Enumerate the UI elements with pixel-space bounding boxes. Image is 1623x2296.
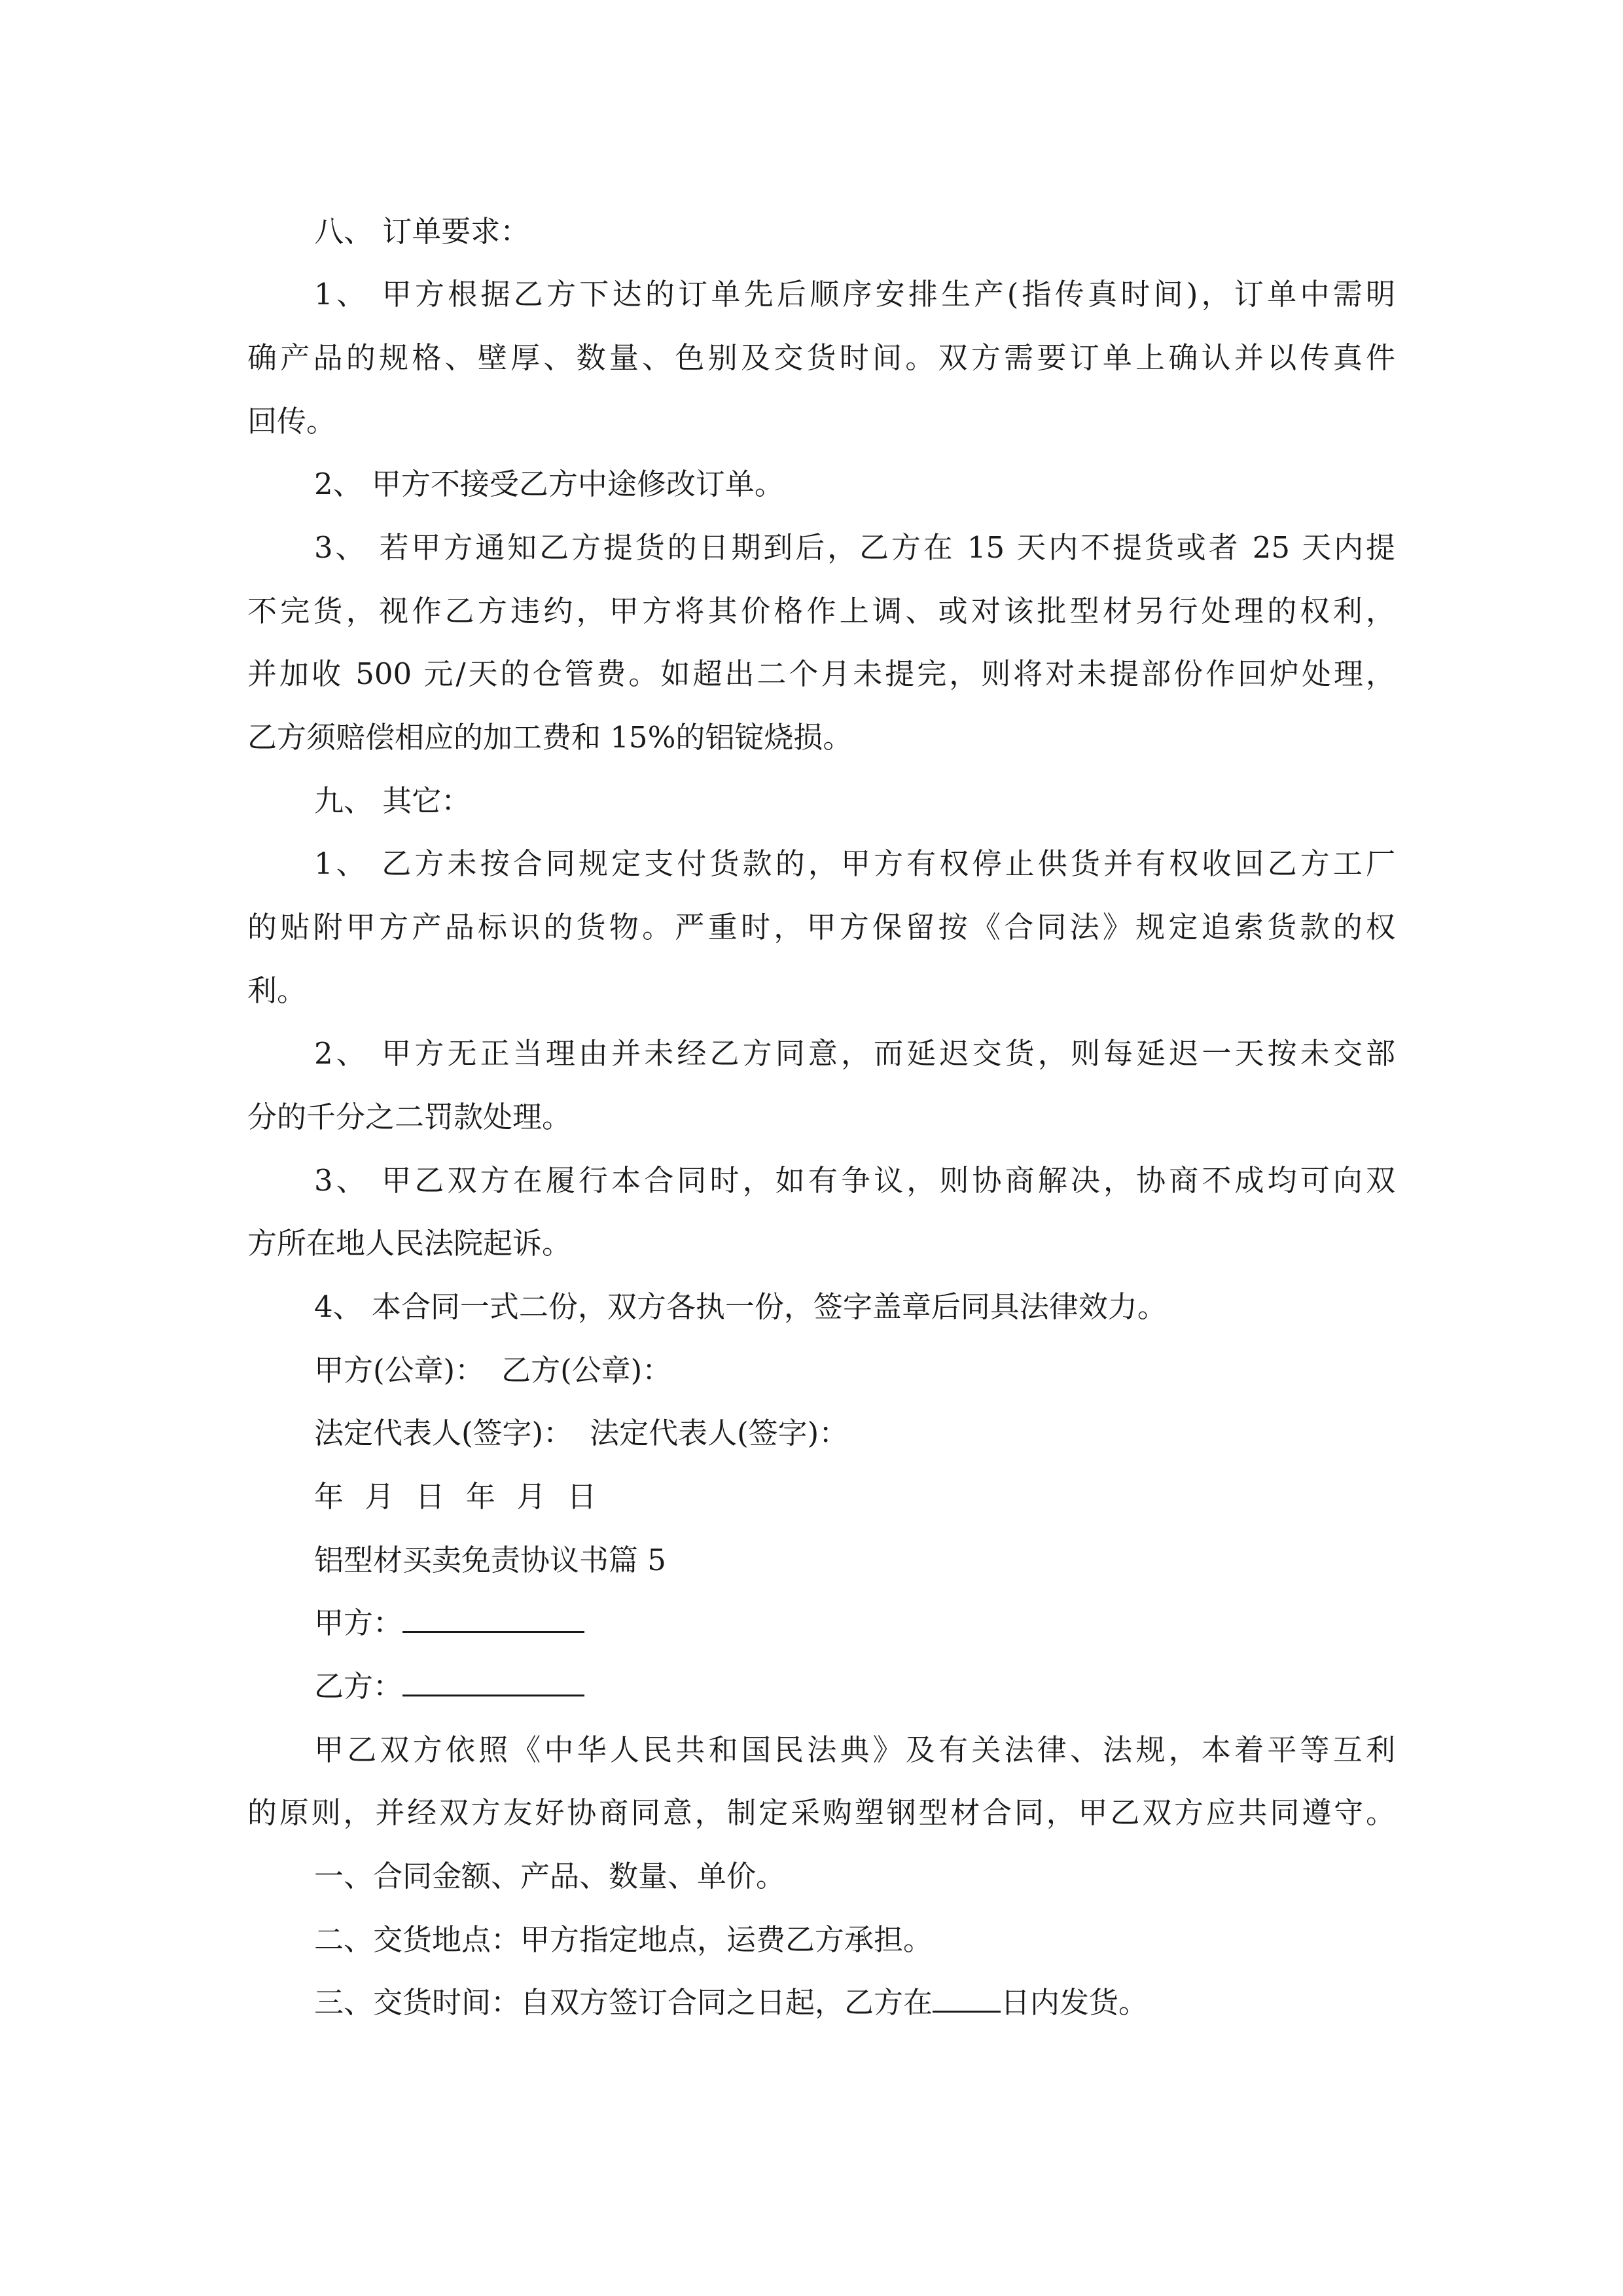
section-8-heading: 八、 订单要求：: [314, 214, 530, 249]
clause-3-text-before: 三、交货时间：自双方签订合同之日起，乙方在: [314, 1985, 933, 2020]
section-9-item-4: 4、 本合同一式二份，双方各执一份，签字盖章后同具法律效力。: [314, 1289, 1167, 1324]
section-9-item-3-line-1: 3、 甲乙双方在履行本合同时，如有争议，则协商解决，协商不成均可向双: [314, 1163, 1395, 1198]
section-9-item-1-line-2: 的贴附甲方产品标识的货物。严重时，甲方保留按《合同法》规定追索货款的权: [247, 910, 1395, 944]
clause-3: [0, 1977, 1148, 2029]
representative-line: [0, 1407, 848, 1460]
clause-1: 一、合同金额、产品、数量、单价。: [314, 1859, 786, 1893]
section-8-item-1-line-1: 1、 甲方根据乙方下达的订单先后顺序安排生产(指传真时间)，订单中需明: [314, 277, 1395, 312]
party-b-seal-label: 乙方(公章)：: [501, 1353, 672, 1388]
date-line: 年 月 日 年 月 日: [314, 1479, 597, 1514]
section-9-item-1-line-1: 1、 乙方未按合同规定支付货款的，甲方有权停止供货并有权收回乙方工厂: [314, 846, 1395, 881]
party-b-blank: [402, 1666, 584, 1696]
clause-3-text-after: 日内发货。: [1001, 1985, 1149, 2020]
section-8-item-1-line-3: 回传。: [247, 404, 336, 439]
section-8-item-3-line-3: 并加收 500 元/天的仓管费。如超出二个月未提完，则将对未提部份作回炉处理，: [247, 656, 1395, 691]
section-9-item-3-line-2: 方所在地人民法院起诉。: [247, 1226, 572, 1261]
party-a-blank: [402, 1602, 584, 1633]
rep-a-label: 法定代表人(签字)：: [314, 1416, 573, 1450]
section-9-item-2-line-2: 分的千分之二罚款处理。: [247, 1100, 572, 1134]
rep-b-label: 法定代表人(签字)：: [590, 1416, 849, 1450]
section-8-item-3-line-2: 不完货，视作乙方违约，甲方将其价格作上调、或对该批型材另行处理的权利，: [247, 594, 1395, 628]
section-8-item-3-line-4: 乙方须赔偿相应的加工费和 15%的铝锭烧损。: [247, 720, 853, 755]
section-8-item-3-line-1: 3、 若甲方通知乙方提货的日期到后，乙方在 15 天内不提货或者 25 天内提: [314, 530, 1395, 565]
party-b-label: 乙方：: [314, 1669, 403, 1704]
intro-line-1: 甲乙双方依照《中华人民共和国民法典》及有关法律、法规，本着平等互利: [314, 1732, 1395, 1767]
section-8-item-2: 2、 甲方不接受乙方中途修改订单。: [314, 467, 784, 501]
delivery-days-blank: [933, 1982, 1001, 2013]
party-a-line: [0, 1597, 584, 1649]
party-a-label: 甲方：: [314, 1605, 403, 1640]
seal-line: [0, 1344, 671, 1397]
section-9-item-2-line-1: 2、 甲方无正当理由并未经乙方同意，而延迟交货，则每延迟一天按未交部: [314, 1036, 1395, 1071]
party-a-seal-label: 甲方(公章)：: [314, 1353, 485, 1388]
section-9-heading: 九、 其它：: [314, 783, 471, 818]
party-b-line: [0, 1660, 584, 1713]
section-9-item-1-line-3: 利。: [247, 973, 307, 1008]
clause-2: 二、交货地点：甲方指定地点，运费乙方承担。: [314, 1922, 933, 1957]
agreement-5-title: 铝型材买卖免责协议书篇 5: [314, 1543, 666, 1577]
section-8-item-1-line-2: 确产品的规格、壁厚、数量、色别及交货时间。双方需要订单上确认并以传真件: [247, 340, 1395, 375]
intro-line-2: 的原则，并经双方友好协商同意，制定采购塑钢型材合同，甲乙双方应共同遵守。: [247, 1795, 1395, 1830]
